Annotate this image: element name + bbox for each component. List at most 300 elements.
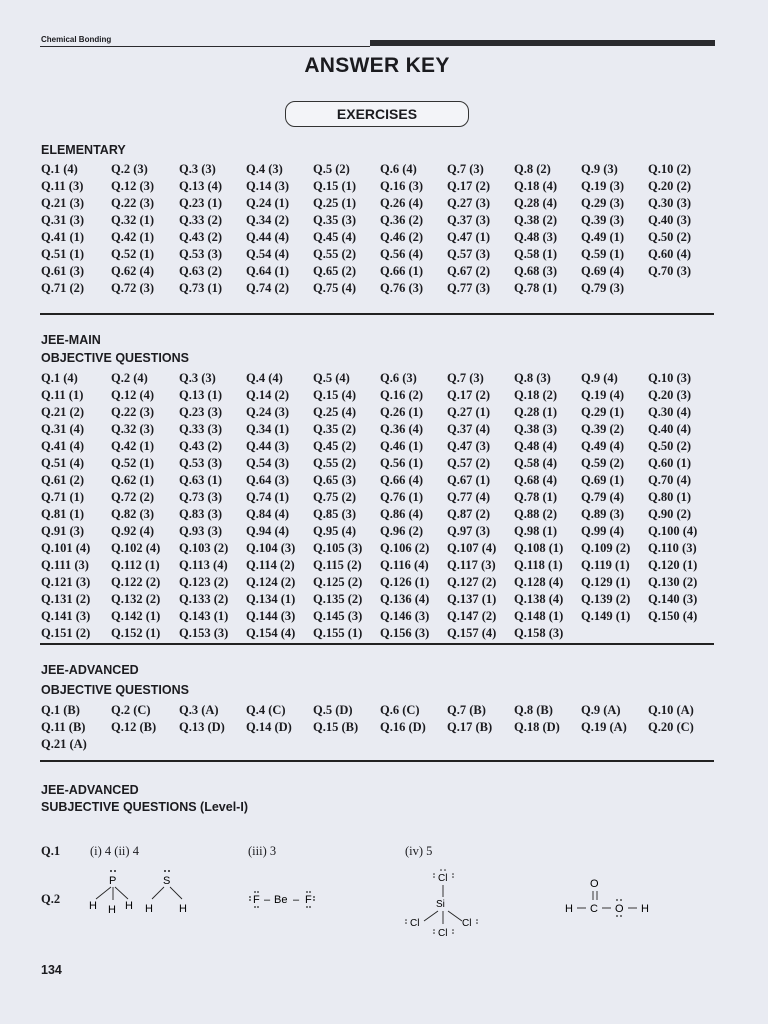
answer-cell: Q.49 (1) — [581, 230, 625, 244]
answer-cell: Q.118 (1) — [514, 558, 563, 572]
answer-cell: Q.64 (1) — [246, 264, 290, 278]
answer-cell: Q.100 (4) — [648, 524, 698, 538]
answer-cell: Q.69 (4) — [581, 264, 625, 278]
answer-cell: Q.77 (4) — [447, 490, 491, 504]
answer-cell: Q.69 (1) — [581, 473, 625, 487]
answer-cell: Q.61 (2) — [41, 473, 85, 487]
silicon-atom: Si — [436, 899, 445, 910]
answer-cell: Q.55 (2) — [313, 247, 357, 261]
answer-cell: Q.108 (1) — [514, 541, 564, 555]
section-rule — [40, 760, 714, 762]
answer-cell: Q.66 (4) — [380, 473, 424, 487]
answer-cell: Q.6 (3) — [380, 371, 417, 385]
header-rule-thick — [370, 40, 715, 46]
answer-cell: Q.77 (3) — [447, 281, 491, 295]
answer-cell: Q.20 (C) — [648, 720, 694, 734]
answer-cell: Q.65 (3) — [313, 473, 357, 487]
answer-cell: Q.6 (4) — [380, 162, 417, 176]
answer-cell: Q.60 (4) — [648, 247, 692, 261]
answer-cell: Q.113 (4) — [179, 558, 228, 572]
answer-cell: Q.112 (1) — [111, 558, 160, 572]
answer-cell: Q.59 (2) — [581, 456, 625, 470]
answer-cell: Q.58 (1) — [514, 247, 558, 261]
header-rule-thin — [40, 46, 370, 47]
hydrogen-atom: H — [89, 900, 97, 912]
hydrogen-atom: H — [565, 903, 573, 915]
answer-cell: Q.34 (2) — [246, 213, 290, 227]
answer-cell: Q.2 (C) — [111, 703, 151, 717]
answer-cell: Q.145 (3) — [313, 609, 363, 623]
hcooh-structure — [560, 874, 660, 920]
answer-cell: Q.18 (2) — [514, 388, 558, 402]
answer-cell: Q.12 (B) — [111, 720, 157, 734]
answer-cell: Q.34 (1) — [246, 422, 290, 436]
answer-cell: Q.19 (4) — [581, 388, 625, 402]
answer-cell: Q.139 (2) — [581, 592, 631, 606]
answer-cell: Q.74 (2) — [246, 281, 290, 295]
hydrogen-atom: H — [108, 904, 116, 916]
answer-cell: Q.78 (1) — [514, 281, 558, 295]
answer-cell: Q.67 (2) — [447, 264, 491, 278]
answer-cell: Q.136 (4) — [380, 592, 430, 606]
answer-cell: Q.13 (4) — [179, 179, 223, 193]
answer-cell: Q.141 (3) — [41, 609, 91, 623]
answer-cell: Q.15 (1) — [313, 179, 357, 193]
answer-cell: Q.10 (3) — [648, 371, 692, 385]
answer-cell: Q.144 (3) — [246, 609, 296, 623]
answer-cell: Q.70 (4) — [648, 473, 692, 487]
chlorine-atom: Cl — [438, 928, 448, 939]
answer-cell: Q.154 (4) — [246, 626, 296, 640]
answer-cell: Q.35 (2) — [313, 422, 357, 436]
answer-cell: Q.156 (3) — [380, 626, 430, 640]
answer-cell: Q.106 (2) — [380, 541, 430, 555]
answer-cell: Q.45 (2) — [313, 439, 357, 453]
answer-cell: Q.54 (3) — [246, 456, 290, 470]
answer-cell: Q.42 (1) — [111, 439, 155, 453]
answer-cell: Q.9 (A) — [581, 703, 621, 717]
answer-cell: Q.37 (3) — [447, 213, 491, 227]
answer-cell: Q.88 (2) — [514, 507, 558, 521]
answer-cell: Q.17 (2) — [447, 179, 491, 193]
answer-cell: Q.16 (2) — [380, 388, 424, 402]
answer-cell: Q.1 (B) — [41, 703, 80, 717]
answer-cell: Q.38 (2) — [514, 213, 558, 227]
fluorine-atom: F — [305, 894, 312, 906]
answer-cell: Q.86 (4) — [380, 507, 424, 521]
answer-cell: Q.78 (1) — [514, 490, 558, 504]
answer-cell: Q.36 (4) — [380, 422, 424, 436]
answer-cell: Q.85 (3) — [313, 507, 357, 521]
section-rule — [40, 643, 714, 645]
carbon-atom: C — [590, 903, 598, 915]
answer-cell: Q.1 (4) — [41, 162, 78, 176]
answer-row — [40, 737, 720, 757]
bond-line — [448, 911, 462, 921]
answer-cell: Q.11 (B) — [41, 720, 86, 734]
answer-cell: Q.123 (2) — [179, 575, 229, 589]
answer-cell: Q.2 (4) — [111, 371, 148, 385]
answer-cell: Q.52 (1) — [111, 456, 155, 470]
answer-cell: Q.53 (3) — [179, 247, 223, 261]
answer-cell: Q.18 (D) — [514, 720, 560, 734]
answer-cell: Q.124 (2) — [246, 575, 296, 589]
answer-cell: Q.54 (4) — [246, 247, 290, 261]
answer-cell: Q.127 (2) — [447, 575, 497, 589]
answer-cell: Q.73 (1) — [179, 281, 223, 295]
hydrogen-atom: H — [179, 903, 187, 915]
answer-cell: Q.13 (1) — [179, 388, 223, 402]
answer-cell: Q.99 (4) — [581, 524, 625, 538]
answer-row — [40, 281, 720, 301]
answer-cell: Q.155 (1) — [313, 626, 363, 640]
answer-cell: Q.15 (4) — [313, 388, 357, 402]
fluorine-atom: F — [253, 894, 260, 906]
answer-cell: Q.134 (1) — [246, 592, 296, 606]
answer-cell: Q.62 (4) — [111, 264, 155, 278]
exercises-pill-label: EXERCISES — [336, 106, 418, 122]
q1-part-1: (i) 4 (ii) 4 — [90, 844, 139, 858]
answer-cell: Q.57 (3) — [447, 247, 491, 261]
section-heading: JEE-ADVANCED — [41, 663, 139, 677]
page-number: 134 — [41, 963, 62, 977]
answer-cell: Q.12 (4) — [111, 388, 155, 402]
chlorine-atom: Cl — [410, 918, 420, 929]
answer-cell: Q.30 (3) — [648, 196, 692, 210]
answer-cell: Q.59 (1) — [581, 247, 625, 261]
answer-cell: Q.138 (4) — [514, 592, 564, 606]
answer-cell: Q.14 (D) — [246, 720, 292, 734]
answer-cell: Q.8 (3) — [514, 371, 551, 385]
answer-cell: Q.80 (1) — [648, 490, 692, 504]
answer-cell: Q.14 (2) — [246, 388, 290, 402]
answer-cell: Q.12 (3) — [111, 179, 155, 193]
chlorine-atom: Cl — [438, 873, 448, 884]
subjective-heading-2: SUBJECTIVE QUESTIONS (Level-I) — [41, 800, 248, 814]
answer-cell: Q.90 (2) — [648, 507, 692, 521]
answer-cell: Q.10 (2) — [648, 162, 692, 176]
answer-cell: Q.25 (4) — [313, 405, 357, 419]
answer-cell: Q.3 (A) — [179, 703, 219, 717]
answer-cell: Q.17 (B) — [447, 720, 493, 734]
answer-cell: Q.23 (3) — [179, 405, 223, 419]
hydrogen-atom: H — [125, 900, 133, 912]
answer-cell: Q.75 (4) — [313, 281, 357, 295]
answer-cell: Q.142 (1) — [111, 609, 161, 623]
answer-cell: Q.133 (2) — [179, 592, 229, 606]
answer-cell: Q.14 (3) — [246, 179, 290, 193]
answer-cell: Q.95 (4) — [313, 524, 357, 538]
answer-cell: Q.68 (3) — [514, 264, 558, 278]
answer-cell: Q.40 (3) — [648, 213, 692, 227]
answer-cell: Q.62 (1) — [111, 473, 155, 487]
answer-cell: Q.28 (1) — [514, 405, 558, 419]
answer-cell: Q.92 (4) — [111, 524, 155, 538]
answer-cell: Q.91 (3) — [41, 524, 85, 538]
answer-cell: Q.126 (1) — [380, 575, 430, 589]
answer-cell: Q.131 (2) — [41, 592, 91, 606]
answer-cell: Q.35 (3) — [313, 213, 357, 227]
answer-cell: Q.4 (4) — [246, 371, 283, 385]
bond-line — [152, 887, 164, 899]
section-heading: OBJECTIVE QUESTIONS — [41, 683, 189, 697]
answer-cell: Q.132 (2) — [111, 592, 161, 606]
answer-cell: Q.117 (3) — [447, 558, 496, 572]
answer-cell: Q.4 (3) — [246, 162, 283, 176]
answer-cell: Q.25 (1) — [313, 196, 357, 210]
bond-dash: – — [293, 894, 300, 906]
answer-cell: Q.71 (2) — [41, 281, 85, 295]
bef2-structure — [245, 888, 325, 912]
answer-cell: Q.23 (1) — [179, 196, 223, 210]
answer-cell: Q.7 (3) — [447, 371, 484, 385]
answer-cell: Q.48 (4) — [514, 439, 558, 453]
answer-cell: Q.44 (3) — [246, 439, 290, 453]
answer-cell: Q.151 (2) — [41, 626, 91, 640]
section-heading: JEE-MAIN — [41, 333, 101, 347]
answer-cell: Q.6 (C) — [380, 703, 420, 717]
answer-cell: Q.111 (3) — [41, 558, 89, 572]
answer-cell: Q.31 (3) — [41, 213, 85, 227]
answer-cell: Q.46 (2) — [380, 230, 424, 244]
answer-cell: Q.19 (A) — [581, 720, 627, 734]
answer-cell: Q.29 (3) — [581, 196, 625, 210]
answer-cell: Q.39 (2) — [581, 422, 625, 436]
answer-cell: Q.24 (3) — [246, 405, 290, 419]
answer-cell: Q.17 (2) — [447, 388, 491, 402]
answer-cell: Q.9 (3) — [581, 162, 618, 176]
answer-cell: Q.87 (2) — [447, 507, 491, 521]
answer-cell: Q.10 (A) — [648, 703, 694, 717]
answer-cell: Q.129 (1) — [581, 575, 631, 589]
answer-cell: Q.49 (4) — [581, 439, 625, 453]
answer-cell: Q.5 (2) — [313, 162, 350, 176]
answer-cell: Q.79 (4) — [581, 490, 625, 504]
answer-cell: Q.84 (4) — [246, 507, 290, 521]
answer-cell: Q.21 (A) — [41, 737, 87, 751]
answer-cell: Q.47 (3) — [447, 439, 491, 453]
answer-cell: Q.55 (2) — [313, 456, 357, 470]
sulfur-atom: S — [163, 875, 171, 887]
answer-cell: Q.50 (2) — [648, 230, 692, 244]
answer-cell: Q.3 (3) — [179, 371, 216, 385]
answer-cell: Q.143 (1) — [179, 609, 229, 623]
answer-cell: Q.128 (4) — [514, 575, 564, 589]
answer-cell: Q.104 (3) — [246, 541, 296, 555]
answer-cell: Q.30 (4) — [648, 405, 692, 419]
answer-cell: Q.107 (4) — [447, 541, 497, 555]
answer-cell: Q.7 (B) — [447, 703, 486, 717]
answer-cell: Q.11 (1) — [41, 388, 84, 402]
answer-cell: Q.98 (1) — [514, 524, 558, 538]
answer-cell: Q.26 (1) — [380, 405, 424, 419]
answer-cell: Q.22 (3) — [111, 405, 155, 419]
section-rule — [40, 313, 714, 315]
answer-cell: Q.83 (3) — [179, 507, 223, 521]
answer-cell: Q.153 (3) — [179, 626, 229, 640]
answer-cell: Q.93 (3) — [179, 524, 223, 538]
answer-cell: Q.31 (4) — [41, 422, 85, 436]
h2s-structure — [142, 868, 194, 918]
answer-cell: Q.24 (1) — [246, 196, 290, 210]
answer-cell: Q.39 (3) — [581, 213, 625, 227]
answer-cell: Q.119 (1) — [581, 558, 630, 572]
answer-cell: Q.27 (3) — [447, 196, 491, 210]
answer-cell: Q.56 (1) — [380, 456, 424, 470]
answer-cell: Q.72 (3) — [111, 281, 155, 295]
answer-cell: Q.13 (D) — [179, 720, 225, 734]
answer-cell: Q.96 (2) — [380, 524, 424, 538]
answer-cell: Q.20 (2) — [648, 179, 692, 193]
answer-cell: Q.16 (3) — [380, 179, 424, 193]
answer-cell: Q.16 (D) — [380, 720, 426, 734]
page-title: ANSWER KEY — [304, 54, 450, 77]
answer-cell: Q.32 (3) — [111, 422, 155, 436]
answer-cell: Q.71 (1) — [41, 490, 85, 504]
answer-cell: Q.120 (1) — [648, 558, 698, 572]
sicl4-structure — [400, 866, 484, 940]
answer-cell: Q.29 (1) — [581, 405, 625, 419]
answer-cell: Q.27 (1) — [447, 405, 491, 419]
answer-cell: Q.3 (3) — [179, 162, 216, 176]
answer-cell: Q.97 (3) — [447, 524, 491, 538]
bond-line — [96, 887, 111, 899]
answer-cell: Q.38 (3) — [514, 422, 558, 436]
answer-cell: Q.9 (4) — [581, 371, 618, 385]
answer-cell: Q.75 (2) — [313, 490, 357, 504]
answer-cell: Q.48 (3) — [514, 230, 558, 244]
q1-part-2: (iii) 3 — [248, 844, 277, 858]
answer-cell: Q.115 (2) — [313, 558, 362, 572]
answer-cell: Q.63 (2) — [179, 264, 223, 278]
answer-cell: Q.52 (1) — [111, 247, 155, 261]
answer-cell: Q.81 (1) — [41, 507, 85, 521]
answer-cell: Q.45 (4) — [313, 230, 357, 244]
q1-part-3: (iv) 5 — [405, 844, 433, 858]
answer-cell: Q.110 (3) — [648, 541, 697, 555]
answer-cell: Q.70 (3) — [648, 264, 692, 278]
answer-cell: Q.2 (3) — [111, 162, 148, 176]
answer-cell: Q.20 (3) — [648, 388, 692, 402]
answer-cell: Q.33 (3) — [179, 422, 223, 436]
answer-cell: Q.125 (2) — [313, 575, 363, 589]
answer-cell: Q.148 (1) — [514, 609, 564, 623]
answer-cell: Q.79 (3) — [581, 281, 625, 295]
oxygen-atom: O — [590, 878, 599, 890]
answer-cell: Q.122 (2) — [111, 575, 161, 589]
answer-cell: Q.64 (3) — [246, 473, 290, 487]
answer-cell: Q.22 (3) — [111, 196, 155, 210]
answer-cell: Q.65 (2) — [313, 264, 357, 278]
answer-cell: Q.68 (4) — [514, 473, 558, 487]
running-header-label: Chemical Bonding — [41, 35, 112, 44]
answer-cell: Q.58 (4) — [514, 456, 558, 470]
answer-cell: Q.26 (4) — [380, 196, 424, 210]
answer-cell: Q.40 (4) — [648, 422, 692, 436]
answer-cell: Q.15 (B) — [313, 720, 359, 734]
answer-cell: Q.36 (2) — [380, 213, 424, 227]
answer-cell: Q.8 (2) — [514, 162, 551, 176]
answer-cell: Q.4 (C) — [246, 703, 286, 717]
lone-pair-dot — [110, 870, 112, 872]
lone-pair-dot — [114, 870, 116, 872]
ph3-structure — [84, 868, 139, 918]
answer-cell: Q.33 (2) — [179, 213, 223, 227]
answer-cell: Q.5 (D) — [313, 703, 353, 717]
answer-cell: Q.21 (2) — [41, 405, 85, 419]
answer-cell: Q.57 (2) — [447, 456, 491, 470]
subjective-heading-1: JEE-ADVANCED — [41, 783, 139, 797]
answer-cell: Q.47 (1) — [447, 230, 491, 244]
answer-cell: Q.121 (3) — [41, 575, 91, 589]
answer-cell: Q.116 (4) — [380, 558, 429, 572]
answer-cell: Q.66 (1) — [380, 264, 424, 278]
answer-cell: Q.11 (3) — [41, 179, 84, 193]
phosphorus-atom: P — [109, 875, 117, 887]
answer-cell: Q.147 (2) — [447, 609, 497, 623]
answer-cell: Q.46 (1) — [380, 439, 424, 453]
answer-cell: Q.41 (1) — [41, 230, 85, 244]
answer-cell: Q.51 (1) — [41, 247, 85, 261]
answer-cell: Q.19 (3) — [581, 179, 625, 193]
answer-cell: Q.44 (4) — [246, 230, 290, 244]
answer-cell: Q.18 (4) — [514, 179, 558, 193]
answer-cell: Q.140 (3) — [648, 592, 698, 606]
answer-cell: Q.42 (1) — [111, 230, 155, 244]
answer-cell: Q.43 (2) — [179, 439, 223, 453]
answer-cell: Q.101 (4) — [41, 541, 91, 555]
answer-cell: Q.7 (3) — [447, 162, 484, 176]
section-heading: OBJECTIVE QUESTIONS — [41, 351, 189, 365]
bond-line — [170, 887, 182, 899]
bond-dash: – — [264, 894, 271, 906]
answer-cell: Q.50 (2) — [648, 439, 692, 453]
answer-cell: Q.37 (4) — [447, 422, 491, 436]
answer-cell: Q.109 (2) — [581, 541, 631, 555]
answer-cell: Q.150 (4) — [648, 609, 698, 623]
answer-cell: Q.94 (4) — [246, 524, 290, 538]
answer-cell: Q.41 (4) — [41, 439, 85, 453]
answer-cell: Q.63 (1) — [179, 473, 223, 487]
answer-cell: Q.157 (4) — [447, 626, 497, 640]
answer-cell: Q.21 (3) — [41, 196, 85, 210]
answer-cell: Q.61 (3) — [41, 264, 85, 278]
q2-label: Q.2 — [41, 892, 61, 906]
answer-cell: Q.152 (1) — [111, 626, 161, 640]
answer-cell: Q.89 (3) — [581, 507, 625, 521]
answer-cell: Q.105 (3) — [313, 541, 363, 555]
lone-pair-dot — [168, 870, 170, 872]
answer-cell: Q.74 (1) — [246, 490, 290, 504]
answer-cell: Q.130 (2) — [648, 575, 698, 589]
bond-line — [115, 887, 128, 899]
hydrogen-atom: H — [641, 903, 649, 915]
answer-cell: Q.114 (2) — [246, 558, 295, 572]
answer-cell: Q.53 (3) — [179, 456, 223, 470]
answer-cell: Q.135 (2) — [313, 592, 363, 606]
hydrogen-atom: H — [145, 903, 153, 915]
lone-pair-dot — [164, 870, 166, 872]
answer-cell: Q.149 (1) — [581, 609, 631, 623]
answer-cell: Q.5 (4) — [313, 371, 350, 385]
answer-cell: Q.51 (4) — [41, 456, 85, 470]
answer-cell: Q.73 (3) — [179, 490, 223, 504]
answer-cell: Q.146 (3) — [380, 609, 430, 623]
answer-cell: Q.137 (1) — [447, 592, 497, 606]
answer-cell: Q.76 (1) — [380, 490, 424, 504]
answer-cell: Q.102 (4) — [111, 541, 161, 555]
chlorine-atom: Cl — [462, 918, 472, 929]
